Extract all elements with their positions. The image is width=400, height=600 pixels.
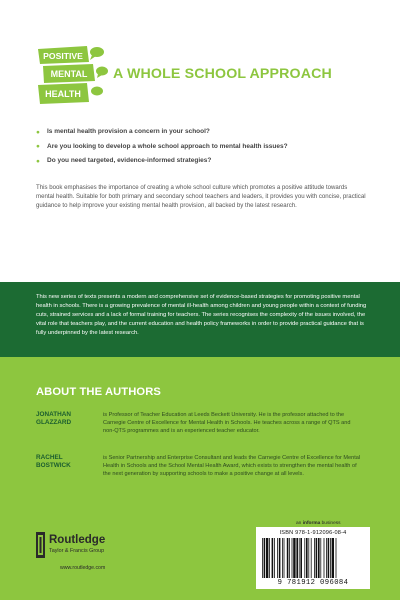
barcode-bar: [292, 538, 293, 578]
barcode-bar: [274, 538, 275, 578]
about-authors-section: [0, 357, 400, 600]
barcode-bar: [287, 538, 289, 578]
barcode-bar: [316, 538, 318, 578]
page-title: A WHOLE SCHOOL APPROACH: [113, 66, 332, 82]
author-name: [36, 411, 96, 428]
publisher-group: Taylor & Francis Group: [49, 548, 105, 554]
positive-mental-health-logo: [37, 46, 111, 106]
series-blurb: This new series of texts presents a modern and comprehensive set of evidence-based strategies for promoting positive mental health in schools. There is a growing prevalence of mental ill-health among children and young people within a context of funding cuts, strained services and a lack of formal training for teachers. The series recognises the complexity of the issues involved, the vital role that teachers play, and the current education and health policy frameworks in order to provide practical guidance that is fully underpinned by the latest research.: [36, 294, 367, 337]
logo-word-3: HEALTH: [45, 89, 81, 99]
bullet-icon: ●: [36, 128, 40, 136]
barcode-bar: [304, 538, 305, 578]
barcode-bar: [282, 538, 283, 578]
barcode-bar: [300, 538, 302, 578]
barcode-bar: [324, 538, 325, 578]
bullet-icon: ●: [36, 157, 40, 165]
barcode-bar: [293, 538, 295, 578]
barcode-bar: [308, 538, 309, 578]
informa-name: informa: [302, 521, 321, 526]
author-last-name: GLAZZARD: [36, 419, 72, 427]
barcode-bar: [318, 538, 320, 578]
barcode-bar: [320, 538, 321, 578]
informa-suffix: business: [321, 521, 341, 526]
barcode-bar: [306, 538, 308, 578]
publisher-url: www.routledge.com: [60, 565, 106, 571]
barcode-bar: [314, 538, 315, 578]
isbn-barcode: [256, 527, 370, 589]
speech-bubble-icon: [91, 87, 103, 96]
barcode-bar: [284, 538, 285, 578]
logo-graphic: [37, 46, 111, 106]
logo-word-1: POSITIVE: [43, 51, 83, 61]
author-first-name: JONATHAN: [36, 411, 72, 418]
barcode-bar: [336, 538, 337, 578]
cover-top-section: [0, 0, 400, 282]
logo-word-2: MENTAL: [50, 69, 88, 79]
list-item: [36, 128, 366, 136]
series-description-band: [0, 282, 400, 357]
bullet-icon: ●: [36, 143, 40, 150]
barcode-bar: [311, 538, 312, 578]
list-item: [36, 157, 366, 165]
barcode-bar: [332, 538, 334, 578]
barcode-digits: 9 781912 096084: [277, 579, 349, 587]
author-name: [36, 454, 96, 471]
about-authors-heading: ABOUT THE AUTHORS: [36, 386, 161, 398]
question-text: Are you looking to develop a whole school approach to mental health issues?: [47, 142, 288, 150]
barcode-bar: [326, 538, 327, 578]
list-item: [36, 143, 366, 151]
barcode-bar: [272, 538, 274, 578]
informa-prefix: an: [296, 521, 302, 526]
informa-business-label: [296, 521, 341, 526]
routledge-logo-icon: [36, 532, 45, 558]
question-text: Is mental health provision a concern in your school?: [47, 128, 210, 135]
barcode-bar: [328, 538, 330, 578]
barcode-bar: [330, 538, 331, 578]
barcode-bar: [266, 538, 268, 578]
publisher-name: Routledge: [49, 534, 106, 546]
question-list: [36, 128, 366, 172]
intro-paragraph: This book emphasises the importance of creating a whole school culture which promotes a positive attitude towards mental health. Suitable for both primary and secondary school teachers and leaders, it provides you with concise, practical guidance to help improve your existing mental health provision, all backed by the latest research.: [36, 184, 366, 209]
speech-bubble-icon: [96, 67, 108, 76]
isbn-text: ISBN 978-1-912096-08-4: [279, 530, 347, 536]
question-text: Do you need targeted, evidence-informed strategies?: [47, 157, 212, 164]
author-first-name: RACHEL: [36, 454, 63, 461]
barcode-bar: [262, 538, 263, 578]
barcode-bar: [296, 538, 298, 578]
author-bio: is Professor of Teacher Education at Leeds Beckett University. He is the professor attached to the Carnegie Centre of Excellence for Mental Health in Schools. He teaches across a range of QTS and non-QTS programmes and is an experienced teacher educator.: [103, 412, 351, 435]
author-last-name: BOSTWICK: [36, 462, 71, 470]
publisher-block: [36, 529, 146, 581]
barcode-bar: [269, 538, 270, 578]
barcode-bar: [264, 538, 266, 578]
barcode-icon: [262, 538, 364, 578]
barcode-bar: [279, 538, 281, 578]
barcode-bar: [277, 538, 278, 578]
author-bio: is Senior Partnership and Enterprise Consultant and leads the Carnegie Centre of Excellence for Mental Health in Schools and the School Mental Health Award, which exists to strengthen the mental health of the next generation by supporting schools to make a positive change at all levels.: [103, 455, 361, 478]
barcode-bar: [299, 538, 300, 578]
barcode-bar: [289, 538, 290, 578]
